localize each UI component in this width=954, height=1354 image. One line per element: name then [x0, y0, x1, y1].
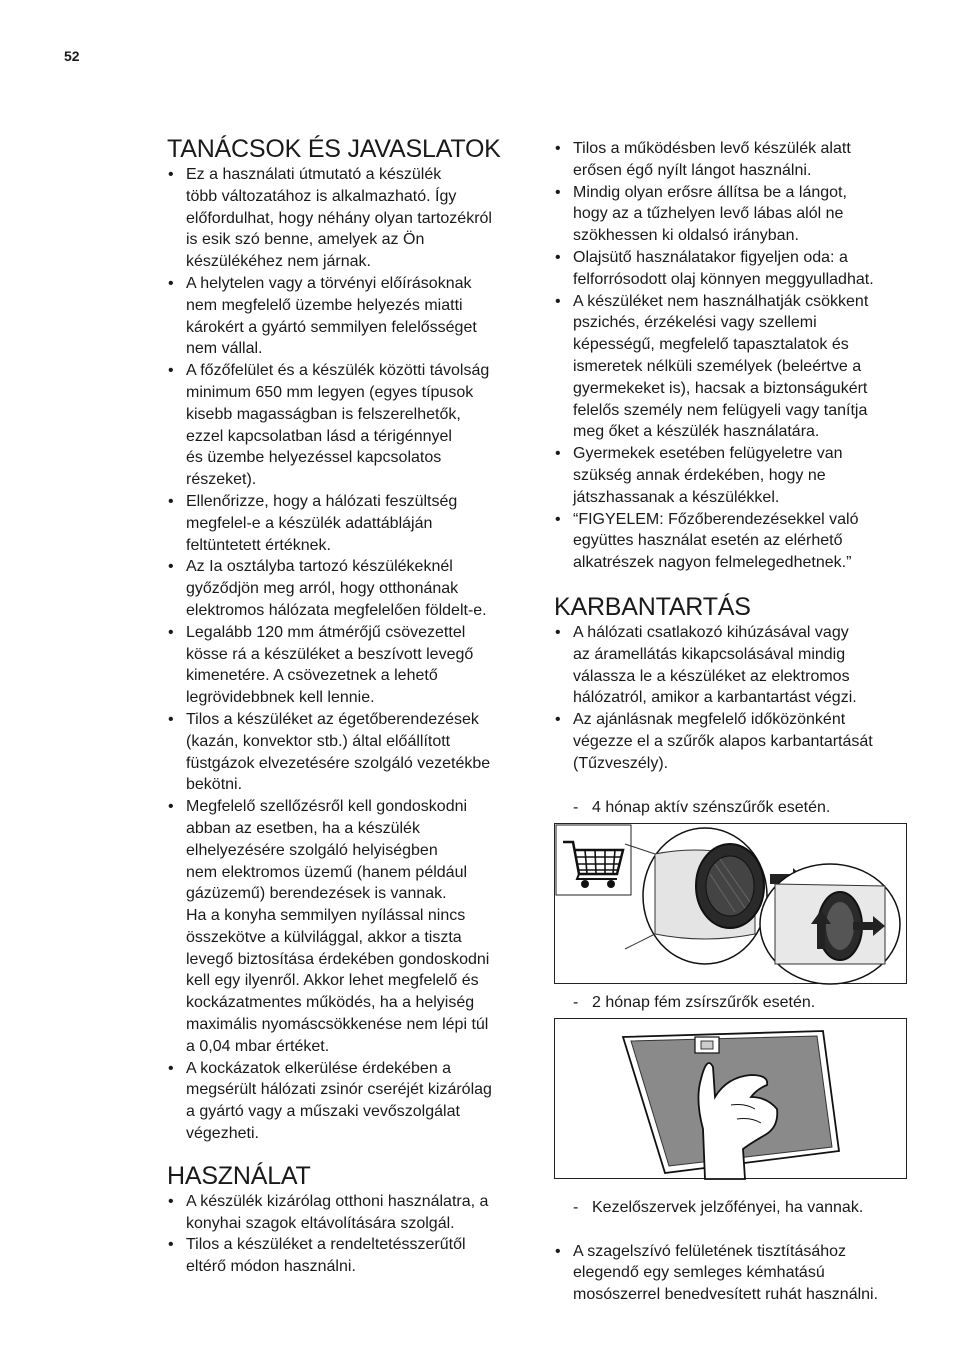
list-item-line: • A főzőfelület és a készülék közötti távolság — [186, 362, 490, 380]
list-item — [554, 622, 914, 709]
list-item — [167, 796, 527, 1058]
section-title-usage: HASZNÁLAT — [167, 1161, 311, 1190]
safety-list — [554, 138, 914, 574]
dash: - — [573, 993, 579, 1011]
maintenance-sub-item-lights — [554, 1197, 914, 1219]
list-item — [554, 247, 914, 291]
list-item-line: • Mindig olyan erősre állítsa be a lángot, — [573, 183, 847, 201]
list-item — [167, 1058, 527, 1145]
list-item-line: erősen égő nyílt lángot használni. — [573, 161, 812, 179]
list-item-line: kimenetére. A csövezetnek a lehető — [186, 667, 438, 685]
list-item-line: füstgázok elvezetésére szolgáló vezetékbe — [186, 754, 491, 772]
list-item — [167, 1191, 527, 1235]
tips-list — [167, 164, 527, 1145]
list-item-line: hálózatról, amikor a karbantartást végzi. — [573, 689, 857, 707]
list-item-line: • Tilos a működésben levő készülék alatt — [573, 140, 851, 157]
list-item-line: legrövidebbnek kell lennie. — [186, 689, 375, 707]
left-column — [167, 134, 527, 1278]
sub-item-text: 2 hónap fém zsírszűrők esetén. — [592, 993, 816, 1011]
list-item-line: eltérő módon használni. — [186, 1258, 356, 1276]
list-item-line: kisebb magasságban is felszerelhetők, — [186, 405, 461, 423]
section-title-tips: TANÁCSOK ÉS JAVASLATOK — [167, 135, 501, 163]
list-item-line: • Az Ia osztályba tartozó készülékeknél — [186, 558, 453, 576]
usage-list — [167, 1191, 527, 1278]
list-item-line: végezheti. — [186, 1125, 259, 1143]
list-item-line: részeket). — [186, 471, 257, 489]
section-title-maintenance: KARBANTARTÁS — [554, 592, 751, 621]
carbon-filter-figure — [554, 823, 907, 984]
list-item — [554, 443, 914, 508]
list-item-line: válassza le a készüléket az elektromos — [573, 667, 850, 685]
list-item-line: • Ez a használati útmutató a készülék — [186, 166, 442, 183]
list-item-line: mosószerrel benedvesített ruhát használni. — [573, 1286, 879, 1304]
page-number: 52 — [64, 48, 80, 64]
list-item-line: kell egy ilyenről. Akkor lehet megfelelő és — [186, 972, 479, 990]
list-item-line: felelős személy nem felügyeli vagy tanítja — [573, 401, 868, 419]
list-item-line: kockázatmentes működés, ha a helyiség — [186, 994, 475, 1012]
sub-item-text: 4 hónap aktív szénszűrők esetén. — [592, 798, 831, 816]
list-item-line: szükség annak érdekében, hogy ne — [573, 466, 826, 484]
list-item-line: végezze el a szűrők alapos karbantartását — [573, 732, 873, 750]
list-item-line: gázüzemű) berendezések is vannak. — [186, 885, 447, 903]
list-item-line: elhelyezésére szolgáló helyiségben — [186, 841, 438, 859]
list-item — [554, 709, 914, 774]
list-item-line: megfelel-e a készülék adattábláján — [186, 514, 433, 532]
list-item — [167, 360, 527, 491]
list-item-line: az áramellátás kikapcsolásával mindig — [573, 645, 846, 663]
list-item-line: meg őket a készülék használatára. — [573, 423, 820, 441]
list-item-line: • Az ajánlásnak megfelelő időközönként — [573, 711, 846, 729]
maintenance-list — [554, 622, 914, 775]
list-item — [167, 491, 527, 556]
list-item-line: • A készülék kizárólag otthoni használatra, a — [186, 1192, 489, 1210]
dash: - — [573, 798, 579, 816]
list-item-line: • Legalább 120 mm átmérőjű csövezettel — [186, 623, 466, 641]
list-item-line: • “FIGYELEM: Főzőberendezésekkel való — [573, 510, 859, 528]
list-item — [554, 509, 914, 574]
list-item — [554, 182, 914, 247]
list-item-line: • Tilos a készüléket az égetőberendezések — [186, 710, 479, 728]
list-item-line: több változatához is alkalmazható. Így — [186, 187, 457, 205]
list-item-line: elegendő egy semleges kémhatású — [573, 1264, 825, 1282]
list-item-line: együttes használat esetén az elérhető — [573, 532, 843, 550]
list-item-line: minimum 650 mm legyen (egyes típusok — [186, 383, 474, 401]
list-item-line: is esik szó benne, amelyek az Ön — [186, 231, 425, 249]
list-item-line: kösse rá a készüléket a beszívott levegő — [186, 645, 474, 663]
list-item-line: • Ellenőrizze, hogy a hálózati feszültség — [186, 492, 458, 510]
sub-item-text: Kezelőszervek jelzőfényei, ha vannak. — [592, 1198, 864, 1216]
list-item — [554, 138, 914, 182]
list-item-line: előfordulhat, hogy néhány olyan tartozékról — [186, 209, 492, 227]
grease-filter-figure — [554, 1018, 907, 1179]
list-item-line: hogy az a tűzhelyen levő lábas alól ne — [573, 205, 844, 223]
list-item-line: • A készüléket nem használhatják csökkent — [573, 292, 869, 310]
list-item-line: • Gyermekek esetében felügyeletre van — [573, 445, 843, 463]
list-item-line: a gyártó vagy a műszaki vevőszolgálat — [186, 1103, 460, 1121]
right-column — [554, 138, 914, 1306]
list-item-line: ezzel kapcsolatban lásd a térigénnyel — [186, 427, 452, 445]
list-item-line: abban az esetben, ha a készülék — [186, 819, 420, 837]
list-item-line: • A hálózati csatlakozó kihúzásával vagy — [573, 623, 849, 641]
list-item-line: feltüntetett értéknek. — [186, 536, 331, 554]
hand-icon — [698, 1063, 777, 1179]
list-item-line: és üzembe helyezéssel kapcsolatos — [186, 449, 442, 467]
list-item-line: nem elektromos üzemű (hanem például — [186, 863, 468, 881]
list-item-line: • A szagelszívó felületének tisztításához — [573, 1242, 847, 1260]
list-item — [167, 273, 527, 360]
list-item-line: • A helytelen vagy a törvényi előírásoknak — [186, 274, 472, 292]
list-item-line: • Olajsütő használatakor figyeljen oda: a — [573, 248, 848, 266]
list-item-line: • A kockázatok elkerülése érdekében a — [186, 1059, 452, 1077]
list-item-line: alkatrészek nagyon felmelegedhetnek.” — [573, 554, 852, 572]
list-item-line: ismeretek nélküli személyek (beleértve a — [573, 357, 862, 375]
list-item-line: képességű, megfelelő tapasztalatok és — [573, 336, 849, 354]
list-item — [554, 291, 914, 444]
dash: - — [573, 1198, 579, 1216]
list-item-line: megsérült hálózati zsinór cseréjét kizárólag — [186, 1081, 492, 1099]
list-item-line: maximális nyomáscsökkenése nem lépi túl — [186, 1016, 489, 1034]
list-item-line: levegő biztosítása érdekében gondoskodni — [186, 950, 490, 968]
list-item-line: a 0,04 mbar értéket. — [186, 1037, 330, 1055]
carbon-filter-illustration-2 — [760, 864, 900, 984]
list-item-line: károkért a gyártó semmilyen felelősséget — [186, 318, 477, 336]
maintenance-sub-item-carbon — [554, 797, 914, 819]
list-item-line: (kazán, konvektor stb.) által előállított — [186, 732, 451, 750]
list-item-line: nem vállal. — [186, 340, 263, 358]
list-item-line: (Tűzveszély). — [573, 754, 669, 772]
list-item-line: nem megfelelő üzembe helyezés miatti — [186, 296, 463, 314]
list-item-line: gyermekeket is), hacsak a biztonságukért — [573, 379, 868, 397]
list-item-line: elektromos hálózata megfelelően földelt-e. — [186, 601, 487, 619]
list-item — [167, 622, 527, 709]
shopping-cart-icon — [556, 825, 631, 895]
list-item-line: játszhassanak a készülékkel. — [573, 488, 780, 506]
list-item-line: szökhessen ki oldalsó irányban. — [573, 227, 799, 245]
list-item-line: bekötni. — [186, 776, 243, 794]
list-item — [167, 556, 527, 621]
list-item-line: készülékéhez nem járnak. — [186, 253, 371, 271]
cleaning-list — [554, 1241, 914, 1306]
list-item — [167, 1234, 527, 1278]
list-item-line: konyhai szagok eltávolítására szolgál. — [186, 1214, 455, 1232]
list-item-line: • Tilos a készüléket a rendeltetésszerűtől — [186, 1236, 466, 1254]
list-item-line: pszichés, érzékelési vagy szellemi — [573, 314, 817, 332]
maintenance-sub-item-grease — [554, 992, 914, 1014]
list-item-line: Ha a konyha semmilyen nyílással nincs — [186, 907, 466, 925]
list-item-line: győződjön meg arról, hogy otthonának — [186, 580, 459, 598]
list-item-line: összekötve a külvilággal, akkor a tiszta — [186, 928, 462, 946]
list-item — [167, 709, 527, 796]
list-item — [554, 1241, 914, 1306]
list-item-line: felforrósodott olaj könnyen meggyulladhat. — [573, 270, 874, 288]
list-item — [167, 164, 527, 273]
list-item-line: • Megfelelő szellőzésről kell gondoskodni — [186, 798, 468, 816]
